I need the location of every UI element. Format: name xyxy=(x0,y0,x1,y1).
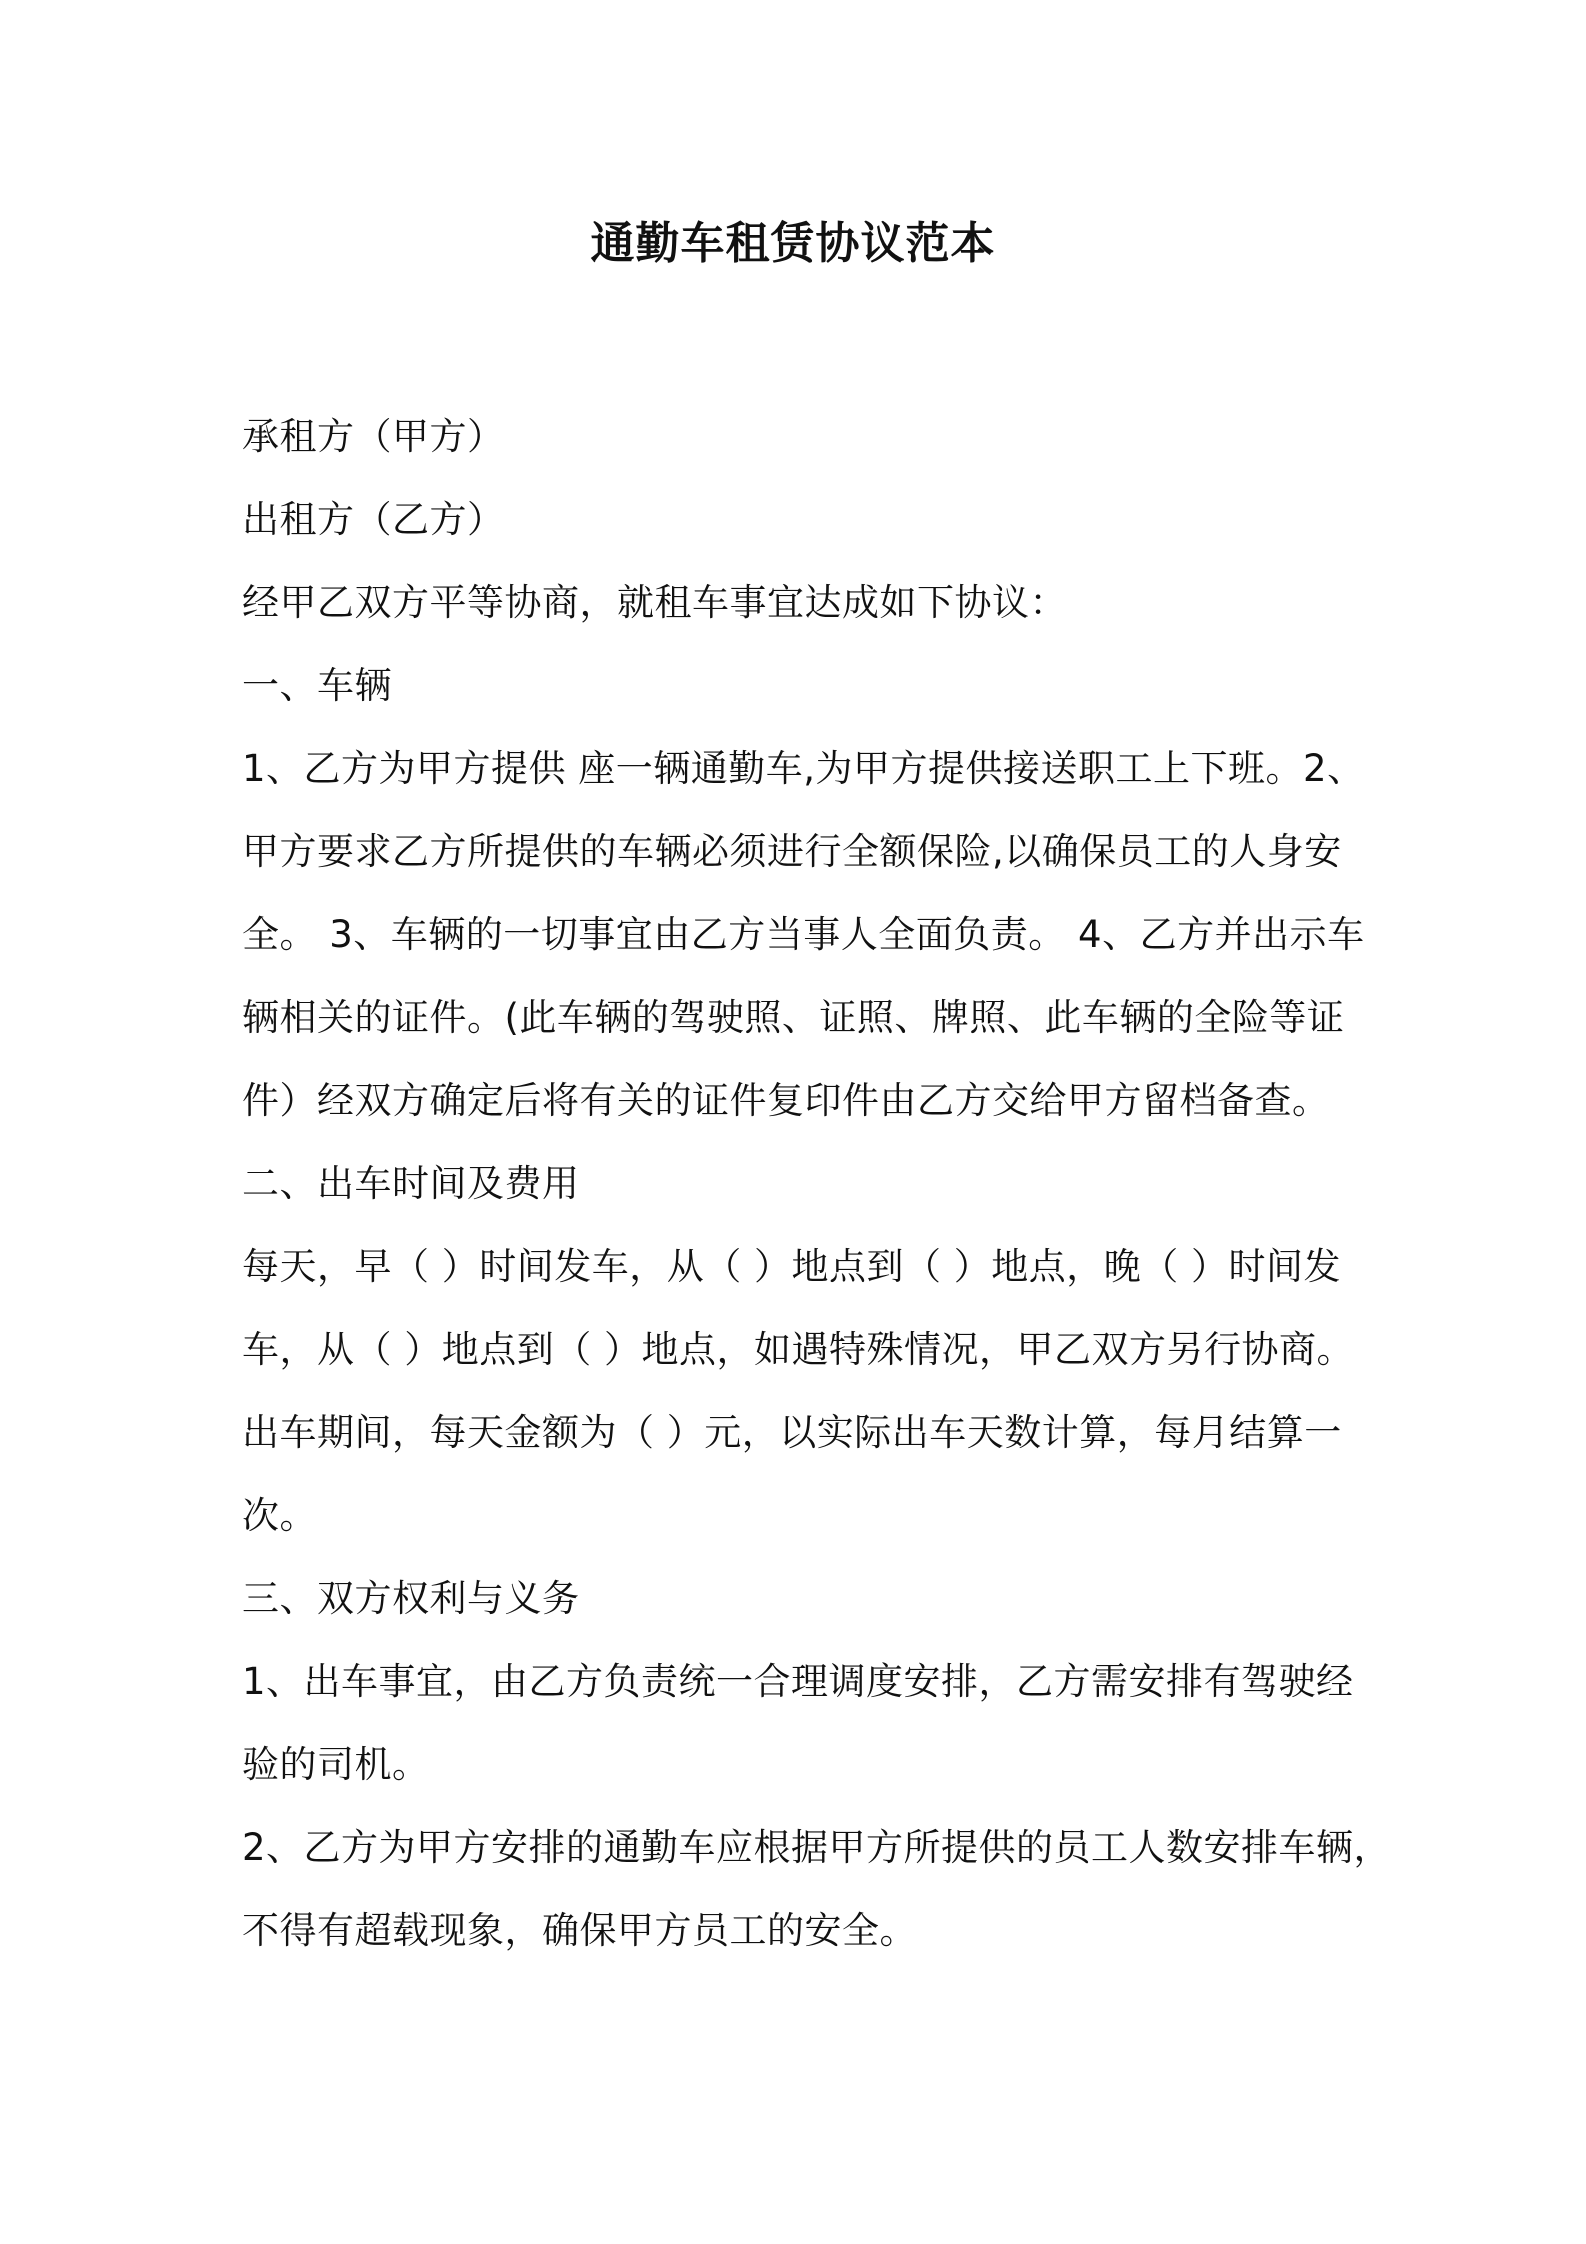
paragraph-line: 辆相关的证件。(此车辆的驾驶照、证照、牌照、此车辆的全险等证 xyxy=(242,996,1345,1039)
section-heading-time-fees: 二、出车时间及费用 xyxy=(242,1162,580,1205)
intro-line: 经甲乙双方平等协商，就租车事宜达成如下协议： xyxy=(242,581,1067,624)
party-a-line: 承租方（甲方） xyxy=(242,415,505,458)
party-b-line: 出租方（乙方） xyxy=(242,498,505,541)
paragraph-line: 出车期间，每天金额为（ ）元，以实际出车天数计算，每月结算一 xyxy=(242,1411,1342,1454)
paragraph-line: 1、出车事宜，由乙方负责统一合理调度安排，乙方需安排有驾驶经 xyxy=(242,1660,1354,1703)
paragraph-line: 每天，早（ ）时间发车，从（ ）地点到（ ）地点，晚（ ）时间发 xyxy=(242,1245,1342,1288)
paragraph-line: 不得有超载现象，确保甲方员工的安全。 xyxy=(242,1909,917,1952)
document-title: 通勤车租赁协议范本 xyxy=(590,218,996,269)
paragraph-line: 全。 3、车辆的一切事宜由乙方当事人全面负责。 4、乙方并出示车 xyxy=(242,913,1365,956)
paragraph-line: 1、乙方为甲方提供 座一辆通勤车,为甲方提供接送职工上下班。2、 xyxy=(242,747,1365,790)
section-heading-rights-obligations: 三、双方权利与义务 xyxy=(242,1577,580,1620)
paragraph-line: 2、乙方为甲方安排的通勤车应根据甲方所提供的员工人数安排车辆， xyxy=(242,1826,1392,1869)
paragraph-line: 件）经双方确定后将有关的证件复印件由乙方交给甲方留档备查。 xyxy=(242,1079,1330,1122)
paragraph-line: 次。 xyxy=(242,1494,317,1537)
paragraph-line: 车，从（ ）地点到（ ）地点，如遇特殊情况，甲乙双方另行协商。 xyxy=(242,1328,1355,1371)
section-heading-vehicle: 一、车辆 xyxy=(242,664,392,707)
paragraph-line: 验的司机。 xyxy=(242,1743,430,1786)
paragraph-line: 甲方要求乙方所提供的车辆必须进行全额保险,以确保员工的人身安 xyxy=(242,830,1342,873)
